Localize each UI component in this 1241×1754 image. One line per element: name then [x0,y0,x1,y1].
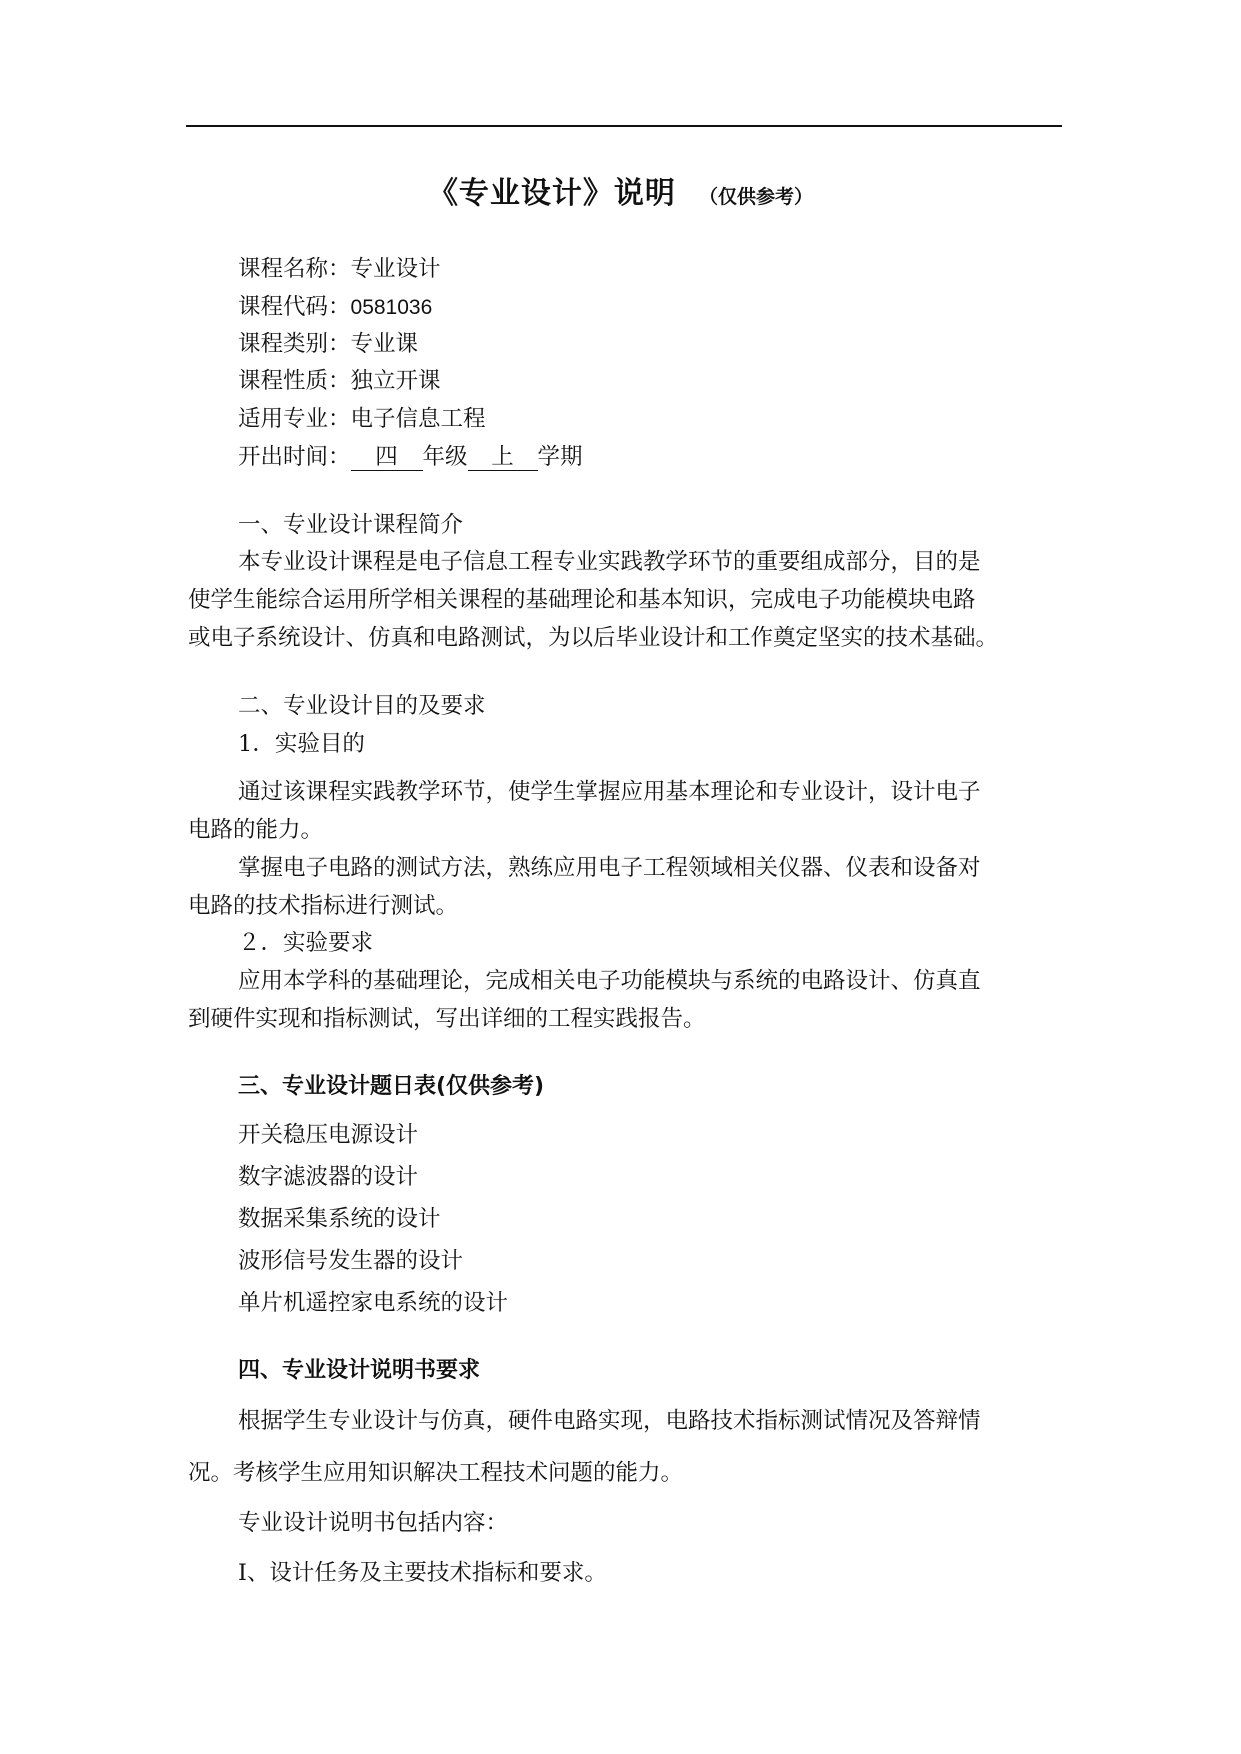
section4-line: 况。考核学生应用知识解决工程技术问题的能力。 [188,1460,684,1486]
section4-heading: 四、专业设计说明书要求 [238,1358,481,1383]
course-name-value: 专业设计 [350,256,441,282]
course-category-line [238,333,418,356]
course-code-label: 课程代码： [238,294,351,320]
topic-item: 开关稳压电源设计 [238,1122,419,1148]
course-code-value: 0581036 [350,296,433,319]
course-major-line [238,408,486,431]
section2-sub1-line: 电路的能力。 [188,817,324,843]
section1-heading: 一、专业设计课程简介 [238,512,464,538]
section1-paragraph-line: 或电子系统设计、仿真和电路测试，为以后毕业设计和工作奠定坚实的技术基础。 [188,625,999,651]
schedule-term: 上 [468,446,538,471]
section2-sub2-line: 应用本学科的基础理论，完成相关电子功能模块与系统的电路设计、仿真直 [238,968,981,994]
section2-heading: 二、专业设计目的及要求 [238,693,486,719]
schedule-grade: 四 [351,446,423,471]
section1-paragraph-line: 使学生能综合运用所学相关课程的基础理论和基本知识，完成电子功能模块电路 [188,587,976,613]
course-nature-label: 课程性质： [238,368,351,394]
schedule-grade-suffix: 年级 [422,444,468,470]
course-category-label: 课程类别： [238,331,351,357]
section2-sub1-line: 通过该课程实践教学环节，使学生掌握应用基本理论和专业设计，设计电子 [238,779,981,805]
section2-sub1-heading: 1．实验目的 [238,731,365,757]
course-name-label: 课程名称： [238,256,351,282]
section4-line: 专业设计说明书包括内容： [238,1510,509,1536]
course-major-label: 适用专业： [238,406,351,432]
course-major-value: 电子信息工程 [350,406,486,432]
section1-paragraph-line: 本专业设计课程是电子信息工程专业实践教学环节的重要组成部分，目的是 [238,549,981,575]
header-rule [186,125,1062,127]
topic-item: 单片机遥控家电系统的设计 [238,1290,509,1316]
topic-item: 波形信号发生器的设计 [238,1248,464,1274]
title-note: （仅供参考） [699,186,814,208]
section2-sub2-line: 到硬件实现和指标测试，写出详细的工程实践报告。 [188,1006,706,1032]
section3-heading: 三、专业设计题日表(仅供参考) [238,1074,545,1099]
topic-item: 数字滤波器的设计 [238,1164,419,1190]
schedule-term-suffix: 学期 [537,444,583,470]
page-title: 《专业设计》说明 [427,176,676,211]
course-nature-value: 独立开课 [350,368,441,394]
schedule-line [238,446,583,471]
title-row [0,168,1241,212]
course-nature-line [238,370,441,393]
topic-item: 数据采集系统的设计 [238,1206,441,1232]
course-name-line [238,258,441,281]
section4-line: 根据学生专业设计与仿真，硬件电路实现，电路技术指标测试情况及答辩情 [238,1408,981,1434]
section4-line: I、设计任务及主要技术指标和要求。 [238,1560,607,1586]
schedule-label: 开出时间： [238,444,351,470]
course-category-value: 专业课 [350,331,419,357]
section2-sub2-heading: ２．实验要求 [238,930,374,956]
section2-sub1-line: 电路的技术指标进行测试。 [188,893,459,919]
section2-sub1-line: 掌握电子电路的测试方法，熟练应用电子工程领域相关仪器、仪表和设备对 [238,855,981,881]
course-code-line [238,296,432,319]
